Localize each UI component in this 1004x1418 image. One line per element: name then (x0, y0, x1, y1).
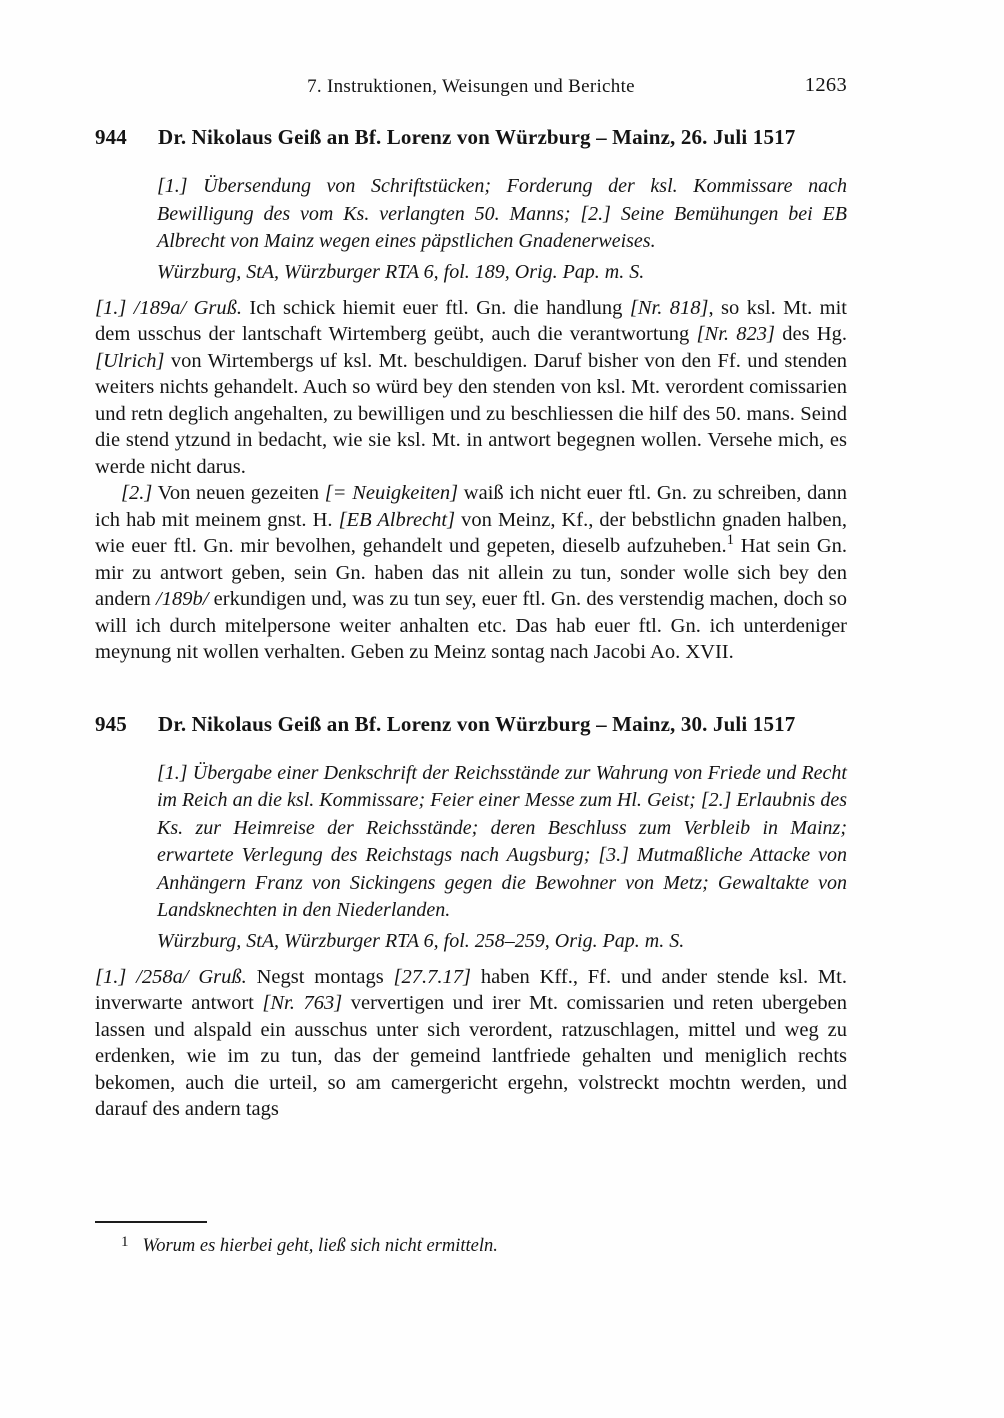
entry-944-heading (95, 125, 847, 150)
running-header (95, 76, 847, 102)
footnote-block (95, 1221, 847, 1258)
entry-945-source: Würzburg, StA, Würzburger RTA 6, fol. 258–259, Orig. Pap. m. S. (157, 929, 685, 952)
entry-title: Dr. Nikolaus Geiß an Bf. Lorenz von Würzburg – Mainz, 30. Juli 1517 (158, 711, 796, 736)
footnote-text: Worum es hierbei geht, ließ sich nicht ermitteln. (142, 1236, 498, 1256)
text-block (95, 76, 847, 1123)
body-paragraph: [1.] /189a/ Gruß. Ich schick hiemit euer ftl. Gn. die handlung [Nr. 818], so ksl. Mt. mit dem usschus der lantschaft Wirtemberg geübt, auch die verantwortung [Nr. 823] des Hg. [Ulrich] von Wirtembergs uf ksl. Mt. beschuldigen. Daruf bisher von den Ff. und stenden weiters nichts gehandelt. Auch so würd bey den stenden von ksl. Mt. verordent comissarien und retn deglich angehalten, zu bewilligen und zu beschliessen die hilf des 50. mans. Seind die stend ytzund in bedacht, wie sie ksl. Mt. in antwort begegnen wollen. Versehe mich, es werde nicht darus. (95, 296, 847, 478)
entry-944-summary: [1.] Übersendung von Schriftstücken; Forderung der ksl. Kommissare nach Bewilligung des vom Ks. verlangten 50. Manns; [2.] Seine Bemühungen bei EB Albrecht von Mainz wegen eines päpstlichen Gnadenerweises. (157, 175, 847, 252)
footnote (95, 1230, 847, 1258)
footnote-marker: 1 (121, 1234, 129, 1250)
entry-number: 944 (95, 125, 127, 149)
body-paragraph: [2.] Von neuen gezeiten [= Neuigkeiten] waiß ich nicht euer ftl. Gn. zu schreiben, dann ich hab mit meinem gnst. H. [EB Albrecht] von Meinz, Kf., der bebstlichn gnaden halben, wie euer ftl. Gn. mir bevolhen, gehandelt und gepeten, dieselb aufzuheben.$^1$ Hat sein Gn. mir zu antwort geben, sein Gn. haben das nit allein zu tun, sonder wolle sich bey den andern /189b/ erkundigen und, was zu tun sey, euer ftl. Gn. des verstendig machen, doch so will ich durch mitelpersone weiter anhalten etc. Das hab euer ftl. Gn. ich unterdeniger meynung nit wollen verhalten. Geben zu Meinz sontag nach Jacobi Ao. XVII. (95, 482, 847, 663)
entry-title: Dr. Nikolaus Geiß an Bf. Lorenz von Würzburg – Mainz, 26. Juli 1517 (158, 125, 796, 149)
entry-945-body (95, 964, 847, 1123)
footnote-rule (95, 1221, 207, 1223)
entry-number: 945 (95, 711, 127, 736)
chapter-title: 7. Instruktionen, Weisungen und Berichte (307, 76, 635, 97)
entry-945-heading (95, 712, 847, 737)
page-number: 1263 (804, 74, 847, 96)
entry-945-summary: [1.] Übergabe einer Denkschrift der Reichsstände zur Wahrung von Friede und Recht im Reich an die ksl. Kommissare; Feier einer Messe zum Hl. Geist; [2.] Erlaubnis des Ks. zur Heimreise der Reichsstände; deren Beschluss zum Verbleib in Mainz; erwartete Verlegung des Reichstags nach Augsburg; [3.] Mutmaßliche Attacke von Anhängern Franz von Sickingens gegen die Bewohner von Metz; Gewaltakte von Landsknechten in den Niederlanden. (157, 761, 847, 921)
entry-944-source: Würzburg, StA, Würzburger RTA 6, fol. 189, Orig. Pap. m. S. (157, 260, 645, 283)
entry-944-body (95, 295, 847, 666)
body-paragraph: [1.] /258a/ Gruß. Negst montags [27.7.17] haben Kff., Ff. und ander stende ksl. Mt. inverwarte antwort [Nr. 763] ververtigen und irer Mt. comissarien und reten ubergeben lassen und alspald ein ausschus unter sich verordent, ratzuschlagen, mittel und weg zu erdenken, wie im zu tun, das der gemeind lantfriede gehalten und meniglich rechts bekomen, auch die urteil, so am camergericht ergehn, volstreckt mochtn werden, und darauf des andern tags (95, 965, 847, 1120)
